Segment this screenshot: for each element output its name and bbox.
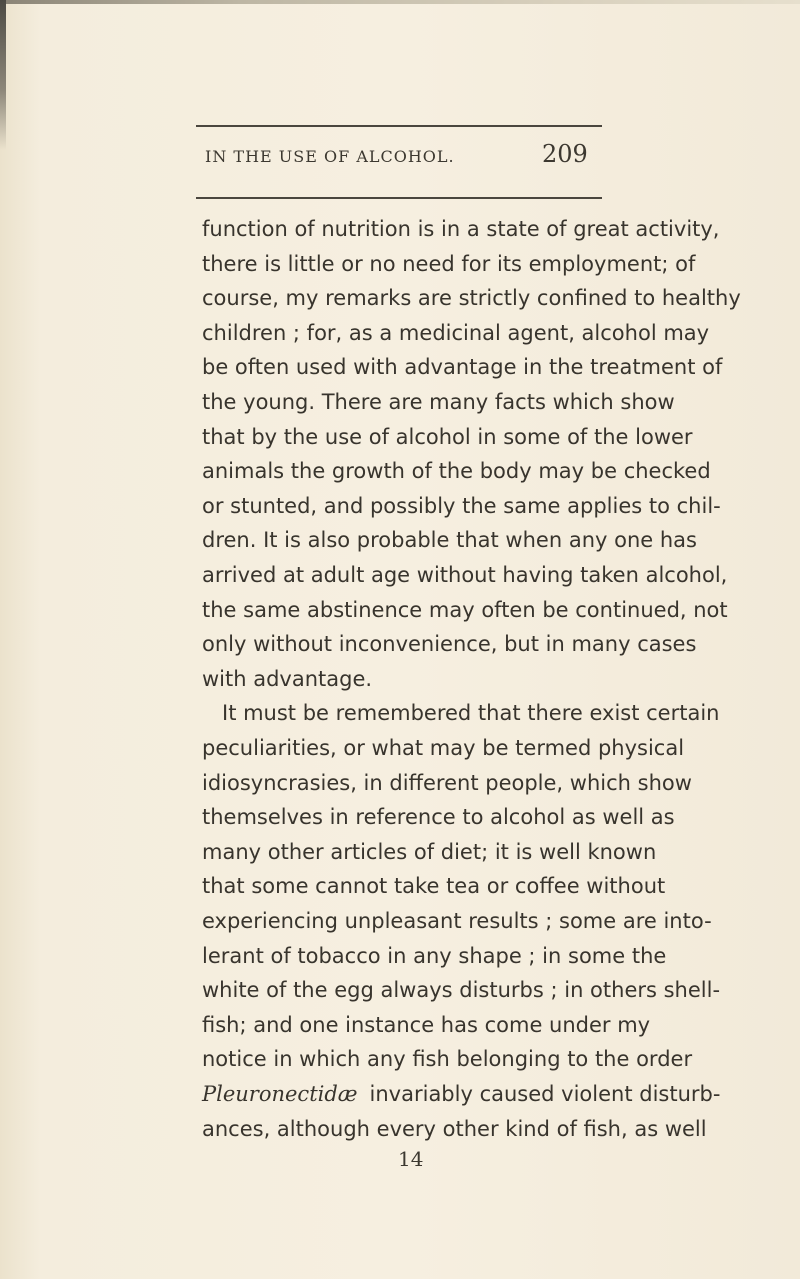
text-line: the same abstinence may often be continued, not [202, 598, 728, 622]
text-line: fish; and one instance has come under my [202, 1013, 651, 1037]
italic-term: Pleuronectidæ [202, 1082, 358, 1106]
signature-mark: 14 [398, 1147, 424, 1171]
text-line: children ; for, as a medicinal agent, alcohol may [202, 321, 710, 345]
text-line: notice in which any fish belonging to the order [202, 1047, 693, 1071]
text-line: that some cannot take tea or coffee without [202, 874, 666, 898]
page-left-edge [0, 0, 6, 150]
text-line: peculiarities, or what may be termed physical [202, 736, 685, 760]
text-line: function of nutrition is in a state of great activity, [202, 217, 720, 241]
text-line: It must be remembered that there exist certain [222, 701, 720, 725]
text-line: arrived at adult age without having taken alcohol, [202, 563, 728, 587]
text-line: or stunted, and possibly the same applies to chil- [202, 494, 721, 518]
text-line: with advantage. [202, 667, 373, 691]
text-line: lerant of tobacco in any shape ; in some the [202, 944, 667, 968]
header-rule-bottom [196, 197, 602, 199]
text-line: dren. It is also probable that when any one has [202, 528, 697, 552]
text-line: themselves in reference to alcohol as well as [202, 805, 675, 829]
text-line: experiencing unpleasant results ; some are into- [202, 909, 712, 933]
running-title: IN THE USE OF ALCOHOL. [205, 147, 455, 166]
text-line: white of the egg always disturbs ; in others shell- [202, 978, 721, 1002]
text-line: idiosyncrasies, in different people, which show [202, 771, 692, 795]
text-line: be often used with advantage in the treatment of [202, 355, 723, 379]
text-fragment: invariably caused violent disturb- [369, 1082, 721, 1106]
text-line: animals the growth of the body may be checked [202, 459, 711, 483]
text-line: many other articles of diet; it is well known [202, 840, 657, 864]
text-line: there is little or no need for its employment; of [202, 252, 696, 276]
text-line: only without inconvenience, but in many cases [202, 632, 697, 656]
text-line: that by the use of alcohol in some of the lower [202, 425, 693, 449]
page-number: 209 [542, 140, 588, 168]
text-line-with-italic [202, 1078, 721, 1110]
header-rule-top [196, 125, 602, 127]
page-top-edge [0, 0, 800, 4]
text-line: ances, although every other kind of fish, as well [202, 1117, 707, 1141]
text-line: the young. There are many facts which show [202, 390, 675, 414]
text-line: course, my remarks are strictly confined to healthy [202, 286, 741, 310]
